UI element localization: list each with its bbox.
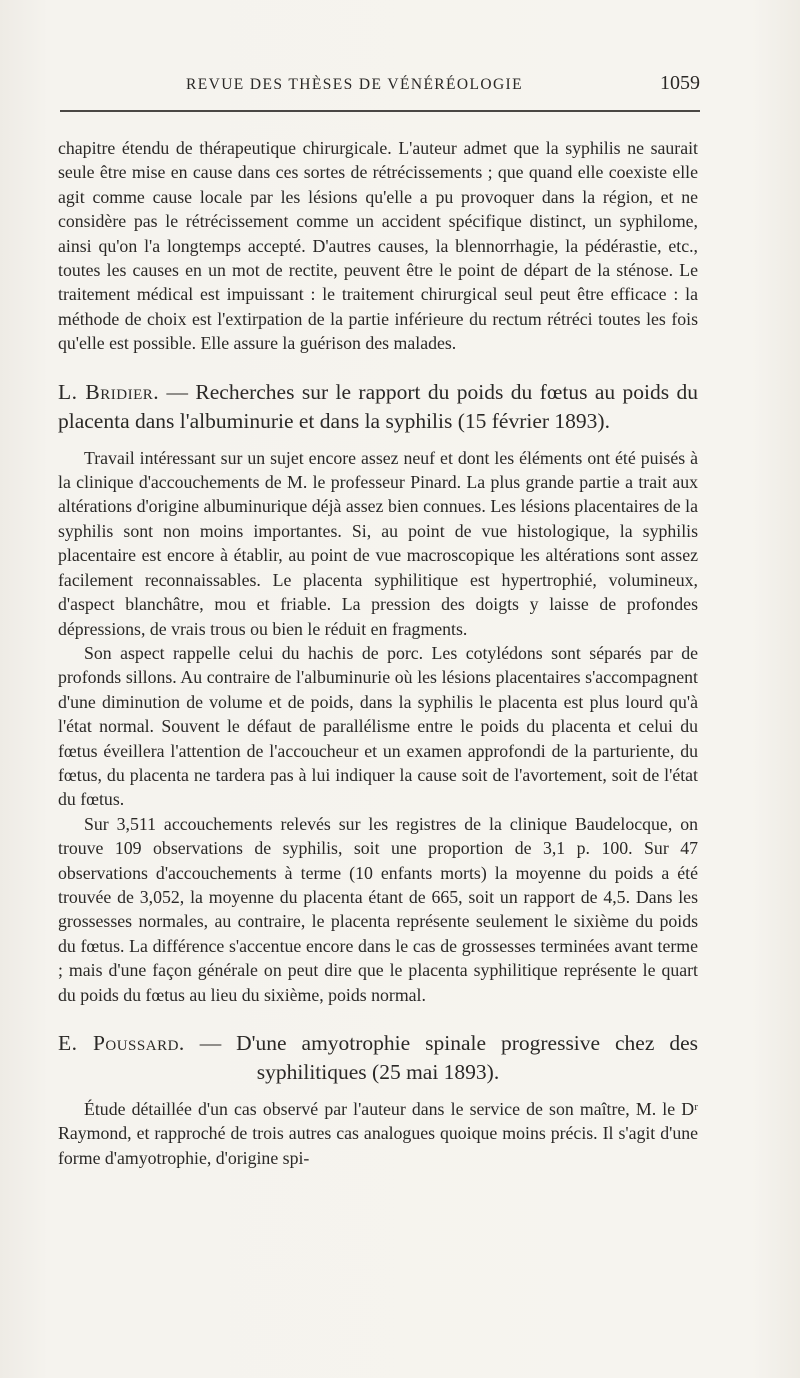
page-number: 1059 <box>660 72 700 94</box>
section-heading-poussard <box>58 1029 698 1087</box>
paragraph-continuation: chapitre étendu de thérapeutique chirurgicale. L'auteur admet que la syphilis ne saurait seule être mise en cause dans ces sortes de rétrécissements ; que quand elle coexiste elle agit comme cause locale par les lésions qu'elle a pu provoquer dans la région, et ne considère pas le rétrécissement comme un accident spécifique distinct, un syphilome, ainsi qu'on l'a longtemps accepté. D'autres causes, la blennorrhagie, la pédérastie, etc., toutes les causes en un mot de rectite, peuvent être le point de départ de la sténose. Le traitement médical est impuissant : le traitement chirurgical seul peut être efficace : la méthode de choix est l'extirpation de la partie inférieure du rectum rétréci toutes les fois qu'elle est possible. Elle assure la guérison des malades. <box>58 138 698 354</box>
paragraph: Étude détaillée d'un cas observé par l'auteur dans le service de son maître, M. le Dʳ Raymond, et rapproché de trois autres cas analogues quoique moins précis. Il s'agit d'une forme d'amyotrophie, d'origine spi- <box>58 1099 698 1168</box>
header-rule <box>60 110 700 112</box>
section-title-text: — D'une amyotrophie spinale progressive chez des syphilitiques (25 mai 1893). <box>184 1031 698 1084</box>
body-text <box>58 136 698 1170</box>
paragraph: Son aspect rappelle celui du hachis de porc. Les cotylédons sont séparés par de profonds sillons. Au contraire de l'albuminurie où les lésions placentaires s'accompagnent d'une diminution de volume et de poids, dans la syphilis le placenta est plus lourd qu'à l'état normal. Souvent le défaut de parallélisme entre le poids du placenta et celui du fœtus éveillera l'attention de l'accoucheur et un examen approfondi de la parturiente, du fœtus, du placenta ne tardera pas à lui indiquer la cause soit de l'avortement, soit de l'état du fœtus. <box>58 642 698 810</box>
section-heading-bridier <box>58 378 698 436</box>
section-title-text: — Recherches sur le rapport du poids du fœtus au poids du placenta dans l'albuminurie et dans la syphilis (15 février 1893). <box>58 379 698 433</box>
author-name: L. Bridier. <box>58 379 160 404</box>
running-title: REVUE DES THÈSES DE VÉNÉRÉOLOGIE <box>186 76 523 93</box>
page-header <box>60 74 700 104</box>
paragraph: Sur 3,511 accouchements relevés sur les registres de la clinique Baudelocque, on trouve 109 observations de syphilis, soit une proportion de 3,1 p. 100. Sur 47 observations d'accouchements à terme (10 enfants morts) la moyenne du poids a été trouvée de 3,052, la moyenne du placenta étant de 665, soit un rapport de 4,5. Dans les grossesses normales, au contraire, le placenta représente seulement le sixième du poids du fœtus. La différence s'accentue encore dans le cas de grossesses terminées avant terme ; mais d'une façon générale on peut dire que le placenta syphilitique représente le quart du poids du fœtus au lieu du sixième, poids normal. <box>58 813 698 1005</box>
paragraph: Travail intéressant sur un sujet encore assez neuf et dont les éléments ont été puisés à la clinique d'accouchements de M. le professeur Pinard. La plus grande partie a trait aux altérations d'origine albuminurique déjà assez bien connues. Les lésions placentaires de la syphilis sont non moins importantes. Si, au point de vue histologique, la syphilis placentaire est encore à établir, au point de vue macroscopique les altérations sont assez facilement reconnaissables. Le placenta syphilitique est hypertrophié, volumineux, d'aspect blanchâtre, mou et friable. La pression des doigts y laisse de profondes dépressions, de vrais trous ou bien le réduit en fragments. <box>58 447 698 639</box>
author-name: E. Poussard. <box>58 1031 185 1055</box>
